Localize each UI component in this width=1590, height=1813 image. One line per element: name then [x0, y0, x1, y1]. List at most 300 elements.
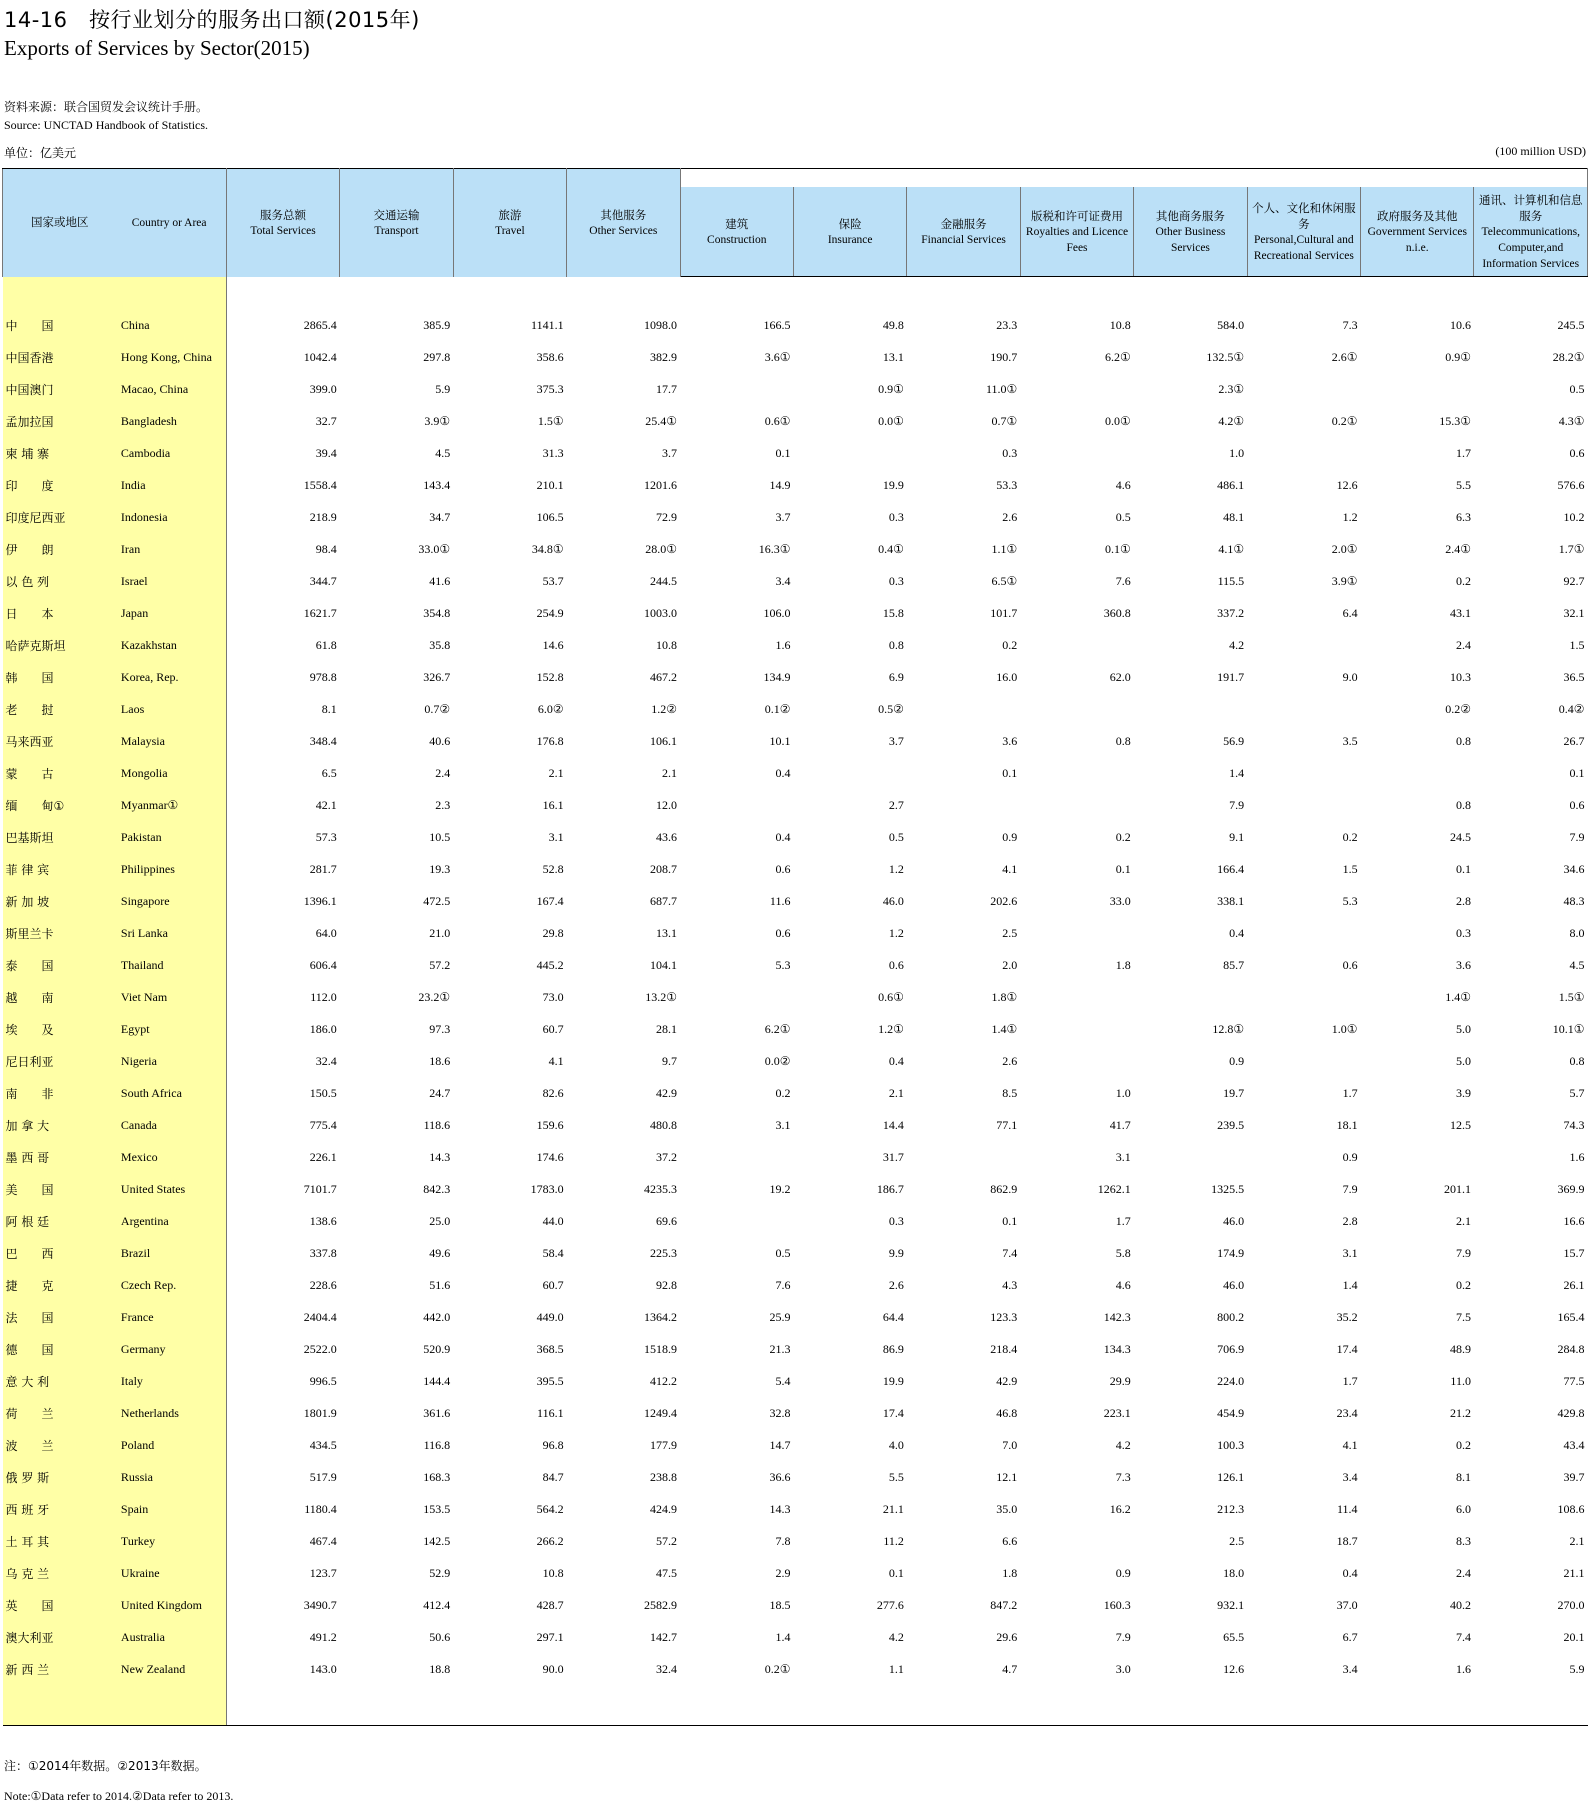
value-cell: 382.9	[650, 349, 678, 364]
table-row	[3, 1173, 1588, 1205]
country-name-en: Ukraine	[113, 1557, 226, 1589]
footnote-cn: 注：①2014年数据。②2013年数据。	[4, 1759, 207, 1773]
value-cell: 37.2	[656, 1149, 678, 1164]
value-cell: 1558.4	[303, 477, 337, 492]
value-cell: 106.0	[763, 605, 791, 620]
value-cell: 126.1	[1217, 1469, 1245, 1484]
value-cell: 2.9	[775, 1565, 791, 1580]
value-cell: 2.0	[1002, 957, 1018, 972]
value-cell	[793, 757, 906, 789]
country-name-en: Sri Lanka	[113, 917, 226, 949]
value-cell: 361.6	[423, 1405, 451, 1420]
value-cell: 32.8	[769, 1405, 791, 1420]
value-cell: 25.4①	[645, 413, 678, 428]
value-cell	[1020, 789, 1133, 821]
value-cell: 32.4	[656, 1661, 678, 1676]
value-cell: 480.8	[650, 1117, 678, 1132]
value-cell: 116.1	[537, 1405, 564, 1420]
country-name-en: Bangladesh	[113, 405, 226, 437]
value-cell: 35.8	[429, 637, 451, 652]
value-cell: 77.1	[996, 1117, 1018, 1132]
value-cell: 176.8	[536, 733, 564, 748]
value-cell: 18.1	[1336, 1117, 1358, 1132]
value-cell	[1134, 693, 1247, 725]
value-cell: 0.1	[1455, 861, 1471, 876]
value-cell: 775.4	[309, 1117, 337, 1132]
unit-label-cn: 单位：亿美元	[4, 146, 77, 160]
value-cell: 73.0	[542, 989, 564, 1004]
value-cell: 7.0	[1002, 1437, 1018, 1452]
table-row	[3, 1525, 1588, 1557]
value-cell: 84.7	[542, 1469, 564, 1484]
value-cell: 1180.4	[304, 1501, 337, 1516]
value-cell: 43.6	[656, 829, 678, 844]
value-cell: 225.3	[650, 1245, 678, 1260]
header-label-cn: 旅游	[498, 207, 522, 222]
value-cell	[1247, 789, 1360, 821]
country-name-cn: 捷 克	[3, 1269, 113, 1301]
value-cell: 1003.0	[644, 605, 678, 620]
value-cell: 35.0	[996, 1501, 1018, 1516]
value-cell: 3.7	[888, 733, 904, 748]
value-cell: 996.5	[309, 1373, 337, 1388]
value-cell: 28.2①	[1552, 349, 1585, 364]
value-cell: 10.3	[1449, 669, 1471, 684]
value-cell: 0.8	[1455, 733, 1471, 748]
value-cell: 2.1	[662, 765, 678, 780]
value-cell: 244.5	[650, 573, 678, 588]
country-name-cn: 越 南	[3, 981, 113, 1013]
table-row	[3, 437, 1588, 469]
value-cell: 218.9	[309, 509, 337, 524]
value-cell: 13.2①	[645, 989, 678, 1004]
value-cell: 115.5	[1217, 573, 1245, 588]
value-cell: 606.4	[309, 957, 337, 972]
value-cell: 210.1	[536, 477, 564, 492]
table-row	[3, 981, 1588, 1013]
value-cell: 112.0	[310, 989, 337, 1004]
table-row	[3, 1429, 1588, 1461]
value-cell: 1262.1	[1097, 1181, 1131, 1196]
value-cell: 297.1	[536, 1629, 564, 1644]
value-cell: 15.8	[882, 605, 904, 620]
value-cell: 0.1	[1002, 1213, 1018, 1228]
value-cell: 442.0	[423, 1309, 451, 1324]
value-cell: 153.5	[423, 1501, 451, 1516]
country-name-en: Iran	[113, 533, 226, 565]
table-row	[3, 533, 1588, 565]
table-row	[3, 1109, 1588, 1141]
country-name-en: Argentina	[113, 1205, 226, 1237]
value-cell: 6.0	[1455, 1501, 1471, 1516]
value-cell: 491.2	[309, 1629, 337, 1644]
value-cell: 1.7	[1342, 1373, 1358, 1388]
value-cell: 21.1	[1563, 1565, 1585, 1580]
header-label-en: Construction	[707, 233, 767, 246]
value-cell: 0.6	[1342, 957, 1358, 972]
footnote-en: Note:①Data refer to 2014.②Data refer to 2013.	[4, 1789, 234, 1803]
value-cell: 6.9	[888, 669, 904, 684]
header-label-cn: 个人、文化和休闲服务	[1252, 200, 1356, 231]
country-name-en: United States	[113, 1173, 226, 1205]
value-cell	[1247, 757, 1360, 789]
table-row	[3, 1301, 1588, 1333]
value-cell: 201.1	[1443, 1181, 1471, 1196]
value-cell: 11.0①	[985, 381, 1018, 396]
value-cell: 6.2①	[764, 1021, 791, 1036]
value-cell: 270.0	[1557, 1597, 1585, 1612]
country-name-en: Israel	[113, 565, 226, 597]
value-cell: 21.2	[1449, 1405, 1471, 1420]
country-name-en: China	[113, 309, 226, 341]
value-cell: 0.5	[775, 1245, 791, 1260]
value-cell: 18.0	[1223, 1565, 1245, 1580]
country-name-en: Viet Nam	[113, 981, 226, 1013]
value-cell: 96.8	[542, 1437, 564, 1452]
value-cell: 239.5	[1217, 1117, 1245, 1132]
country-name-cn: 柬 埔 寨	[3, 437, 113, 469]
value-cell: 3.1	[548, 829, 564, 844]
value-cell: 2.4	[435, 765, 451, 780]
value-cell: 1.2	[1342, 509, 1358, 524]
country-name-en: Pakistan	[113, 821, 226, 853]
value-cell: 123.3	[990, 1309, 1018, 1324]
value-cell: 1.1①	[991, 541, 1018, 556]
value-cell: 584.0	[1217, 317, 1245, 332]
value-cell: 34.8①	[531, 541, 564, 556]
value-cell: 0.9	[1115, 1565, 1131, 1580]
value-cell: 412.4	[423, 1597, 451, 1612]
value-cell: 14.3	[769, 1501, 791, 1516]
value-cell: 17.4	[1336, 1341, 1358, 1356]
header-label-cn: 版税和许可证费用	[1031, 208, 1123, 223]
value-cell: 142.5	[423, 1533, 451, 1548]
value-cell: 11.6	[769, 893, 791, 908]
table-row	[3, 1045, 1588, 1077]
table-row	[3, 565, 1588, 597]
header-label-cn: 服务总额	[260, 207, 307, 222]
header-country-en: Country or Area	[131, 217, 207, 230]
value-cell: 4.3①	[1558, 413, 1585, 428]
value-cell: 5.8	[1115, 1245, 1131, 1260]
country-name-cn: 哈萨克斯坦	[3, 629, 113, 661]
value-cell: 186.7	[876, 1181, 904, 1196]
country-name-en: Indonesia	[113, 501, 226, 533]
value-cell: 106.5	[536, 509, 564, 524]
value-cell: 226.1	[309, 1149, 337, 1164]
value-cell: 6.6	[1002, 1533, 1018, 1548]
value-cell: 0.6①	[878, 989, 904, 1004]
value-cell: 150.5	[309, 1085, 337, 1100]
value-cell: 18.8	[429, 1661, 451, 1676]
value-cell: 284.8	[1557, 1341, 1585, 1356]
country-name-en: Mongolia	[113, 757, 226, 789]
header-construction	[680, 187, 793, 277]
value-cell: 34.7	[429, 509, 451, 524]
value-cell: 28.1	[656, 1021, 678, 1036]
value-cell: 0.6①	[764, 413, 791, 428]
value-cell: 64.0	[315, 925, 337, 940]
value-cell: 142.3	[1103, 1309, 1131, 1324]
value-cell: 11.2	[883, 1533, 904, 1548]
table-row	[3, 1397, 1588, 1429]
value-cell: 3.6	[1002, 733, 1018, 748]
value-cell	[680, 1205, 793, 1237]
country-name-cn: 意 大 利	[3, 1365, 113, 1397]
value-cell: 28.0①	[645, 541, 678, 556]
value-cell: 0.6	[775, 861, 791, 876]
value-cell: 297.8	[423, 349, 451, 364]
value-cell	[1020, 1525, 1133, 1557]
value-cell: 1.2	[888, 861, 904, 876]
value-cell: 190.7	[990, 349, 1018, 364]
value-cell: 10.1	[769, 733, 791, 748]
value-cell: 281.7	[309, 861, 337, 876]
country-name-en: Macao, China	[113, 373, 226, 405]
value-cell: 0.6	[1569, 797, 1585, 812]
value-cell: 19.9	[882, 477, 904, 492]
country-name-cn: 南 非	[3, 1077, 113, 1109]
value-cell: 50.6	[429, 1629, 451, 1644]
value-cell: 14.6	[542, 637, 564, 652]
value-cell: 4.7	[1002, 1661, 1018, 1676]
country-name-en: South Africa	[113, 1077, 226, 1109]
value-cell	[1247, 1045, 1360, 1077]
country-name-en: France	[113, 1301, 226, 1333]
value-cell: 1201.6	[644, 477, 678, 492]
value-cell: 0.2	[1455, 573, 1471, 588]
table-row	[3, 661, 1588, 693]
header-label-en: Other Business Services	[1155, 225, 1226, 254]
value-cell: 152.8	[536, 669, 564, 684]
value-cell: 23.2①	[418, 989, 451, 1004]
value-cell: 4.1	[1002, 861, 1018, 876]
value-cell: 42.9	[656, 1085, 678, 1100]
value-cell: 186.0	[309, 1021, 337, 1036]
value-cell: 1098.0	[644, 317, 678, 332]
value-cell: 4.6	[1115, 477, 1131, 492]
value-cell: 0.2	[1115, 829, 1131, 844]
table-row	[3, 1653, 1588, 1685]
value-cell: 4.0	[888, 1437, 904, 1452]
value-cell: 4.2	[1115, 1437, 1131, 1452]
value-cell: 1.6	[775, 637, 791, 652]
value-cell: 1.2	[888, 925, 904, 940]
value-cell: 48.1	[1223, 509, 1245, 524]
value-cell: 706.9	[1217, 1341, 1245, 1356]
value-cell: 1.7①	[1558, 541, 1585, 556]
value-cell: 687.7	[650, 893, 678, 908]
value-cell: 12.0	[656, 797, 678, 812]
country-name-cn: 英 国	[3, 1589, 113, 1621]
country-name-en: Malaysia	[113, 725, 226, 757]
value-cell: 2582.9	[644, 1597, 678, 1612]
value-cell: 16.2	[1109, 1501, 1131, 1516]
country-name-cn: 波 兰	[3, 1429, 113, 1461]
country-name-en: Turkey	[113, 1525, 226, 1557]
value-cell: 3.1	[1115, 1149, 1131, 1164]
value-cell: 2.5	[1229, 1533, 1245, 1548]
value-cell: 3.7	[662, 445, 678, 460]
value-cell: 6.2①	[1104, 349, 1131, 364]
value-cell: 5.0	[1455, 1053, 1471, 1068]
value-cell: 486.1	[1217, 477, 1245, 492]
value-cell: 8.1	[321, 701, 337, 716]
value-cell: 143.0	[309, 1661, 337, 1676]
value-cell: 0.4②	[1558, 701, 1585, 716]
value-cell: 7.9	[1569, 829, 1585, 844]
country-name-cn: 新 西 兰	[3, 1653, 113, 1685]
country-name-cn: 俄 罗 斯	[3, 1461, 113, 1493]
country-name-cn: 澳大利亚	[3, 1621, 113, 1653]
value-cell: 58.4	[542, 1245, 564, 1260]
table-row	[3, 1205, 1588, 1237]
value-cell: 16.1	[542, 797, 564, 812]
country-name-en: India	[113, 469, 226, 501]
value-cell: 0.5	[888, 829, 904, 844]
value-cell: 4.5	[435, 445, 451, 460]
value-cell	[793, 437, 906, 469]
header-label-cn: 交通运输	[373, 207, 420, 222]
table-row	[3, 1621, 1588, 1653]
value-cell: 0.1	[1002, 765, 1018, 780]
value-cell: 1801.9	[303, 1405, 337, 1420]
value-cell: 86.9	[882, 1341, 904, 1356]
country-name-en: Singapore	[113, 885, 226, 917]
value-cell: 2.4	[1455, 1565, 1471, 1580]
value-cell: 69.6	[656, 1213, 678, 1228]
value-cell: 31.3	[542, 445, 564, 460]
value-cell: 385.9	[423, 317, 451, 332]
country-name-cn: 蒙 古	[3, 757, 113, 789]
value-cell: 60.7	[542, 1277, 564, 1292]
value-cell: 11.4	[1337, 1501, 1358, 1516]
value-cell: 0.7①	[991, 413, 1018, 428]
value-cell: 3.5	[1342, 733, 1358, 748]
value-cell: 14.9	[769, 477, 791, 492]
value-cell: 5.3	[1342, 893, 1358, 908]
value-cell: 0.1	[888, 1565, 904, 1580]
value-cell: 4.1	[1342, 1437, 1358, 1452]
header-label-cn: 其他服务	[600, 207, 647, 222]
value-cell: 5.3	[775, 957, 791, 972]
value-cell: 46.0	[1223, 1213, 1245, 1228]
value-cell: 5.9	[1569, 1661, 1585, 1676]
header-total-services	[226, 169, 339, 277]
header-label-en: Transport	[374, 224, 419, 237]
value-cell: 0.3	[1455, 925, 1471, 940]
value-cell: 53.3	[996, 477, 1018, 492]
value-cell: 0.5	[1115, 509, 1131, 524]
value-cell: 2.6	[1002, 1053, 1018, 1068]
table-row	[3, 1013, 1588, 1045]
value-cell: 74.3	[1563, 1117, 1585, 1132]
value-cell: 3.7	[775, 509, 791, 524]
value-cell: 18.6	[429, 1053, 451, 1068]
value-cell: 4.2	[888, 1629, 904, 1644]
value-cell: 0.6	[888, 957, 904, 972]
services-exports-table-container	[2, 168, 1588, 1726]
country-name-en: Hong Kong, China	[113, 341, 226, 373]
value-cell: 1.0①	[1331, 1021, 1358, 1036]
value-cell: 18.5	[769, 1597, 791, 1612]
value-cell: 1.1	[888, 1661, 904, 1676]
table-row	[3, 1237, 1588, 1269]
value-cell: 0.4	[1229, 925, 1245, 940]
country-name-cn: 韩 国	[3, 661, 113, 693]
value-cell: 29.9	[1109, 1373, 1131, 1388]
value-cell: 49.8	[882, 317, 904, 332]
country-name-cn: 阿 根 廷	[3, 1205, 113, 1237]
country-name-cn: 新 加 坡	[3, 885, 113, 917]
value-cell: 10.8	[542, 1565, 564, 1580]
header-telecom	[1474, 187, 1588, 277]
value-cell: 21.1	[882, 1501, 904, 1516]
header-transport	[340, 169, 453, 277]
header-label-en: Total Services	[250, 224, 316, 237]
table-row	[3, 1141, 1588, 1173]
value-cell: 10.1①	[1552, 1021, 1585, 1036]
table-row	[3, 917, 1588, 949]
value-cell: 1.8	[1002, 1565, 1018, 1580]
value-cell: 2.0①	[1331, 541, 1358, 556]
value-cell: 2.6①	[1331, 349, 1358, 364]
value-cell: 0.5	[1569, 381, 1585, 396]
value-cell: 337.8	[309, 1245, 337, 1260]
table-row	[3, 821, 1588, 853]
value-cell: 39.4	[315, 445, 337, 460]
value-cell: 0.4	[775, 829, 791, 844]
value-cell: 326.7	[423, 669, 451, 684]
value-cell: 4.2	[1229, 637, 1245, 652]
value-cell: 6.5	[321, 765, 337, 780]
header-label-cn: 保险	[838, 216, 862, 231]
value-cell: 0.3	[888, 573, 904, 588]
value-cell: 26.1	[1563, 1277, 1585, 1292]
value-cell: 348.4	[309, 733, 337, 748]
value-cell: 144.4	[423, 1373, 451, 1388]
value-cell: 412.2	[650, 1373, 678, 1388]
value-cell: 4.1	[548, 1053, 564, 1068]
value-cell	[1020, 757, 1133, 789]
value-cell: 266.2	[536, 1533, 564, 1548]
header-top-gap	[680, 169, 1587, 188]
country-name-cn: 老 挝	[3, 693, 113, 725]
value-cell: 7.3	[1342, 317, 1358, 332]
value-cell: 100.3	[1217, 1437, 1245, 1452]
value-cell: 2.7	[888, 797, 904, 812]
value-cell: 0.0①	[878, 413, 904, 428]
value-cell: 395.5	[536, 1373, 564, 1388]
value-cell: 1518.9	[644, 1341, 678, 1356]
value-cell: 424.9	[650, 1501, 678, 1516]
value-cell: 19.2	[769, 1181, 791, 1196]
value-cell: 43.4	[1563, 1437, 1585, 1452]
value-cell: 0.2	[1002, 637, 1018, 652]
header-royalties	[1020, 187, 1133, 277]
table-row	[3, 725, 1588, 757]
value-cell: 0.8	[888, 637, 904, 652]
value-cell: 6.5①	[991, 573, 1018, 588]
value-cell: 1.5①	[537, 413, 564, 428]
value-cell: 167.4	[536, 893, 564, 908]
value-cell: 43.1	[1449, 605, 1471, 620]
value-cell: 517.9	[309, 1469, 337, 1484]
value-cell: 2865.4	[303, 317, 337, 332]
value-cell: 3.6①	[764, 349, 791, 364]
value-cell: 19.3	[429, 861, 451, 876]
value-cell: 238.8	[650, 1469, 678, 1484]
